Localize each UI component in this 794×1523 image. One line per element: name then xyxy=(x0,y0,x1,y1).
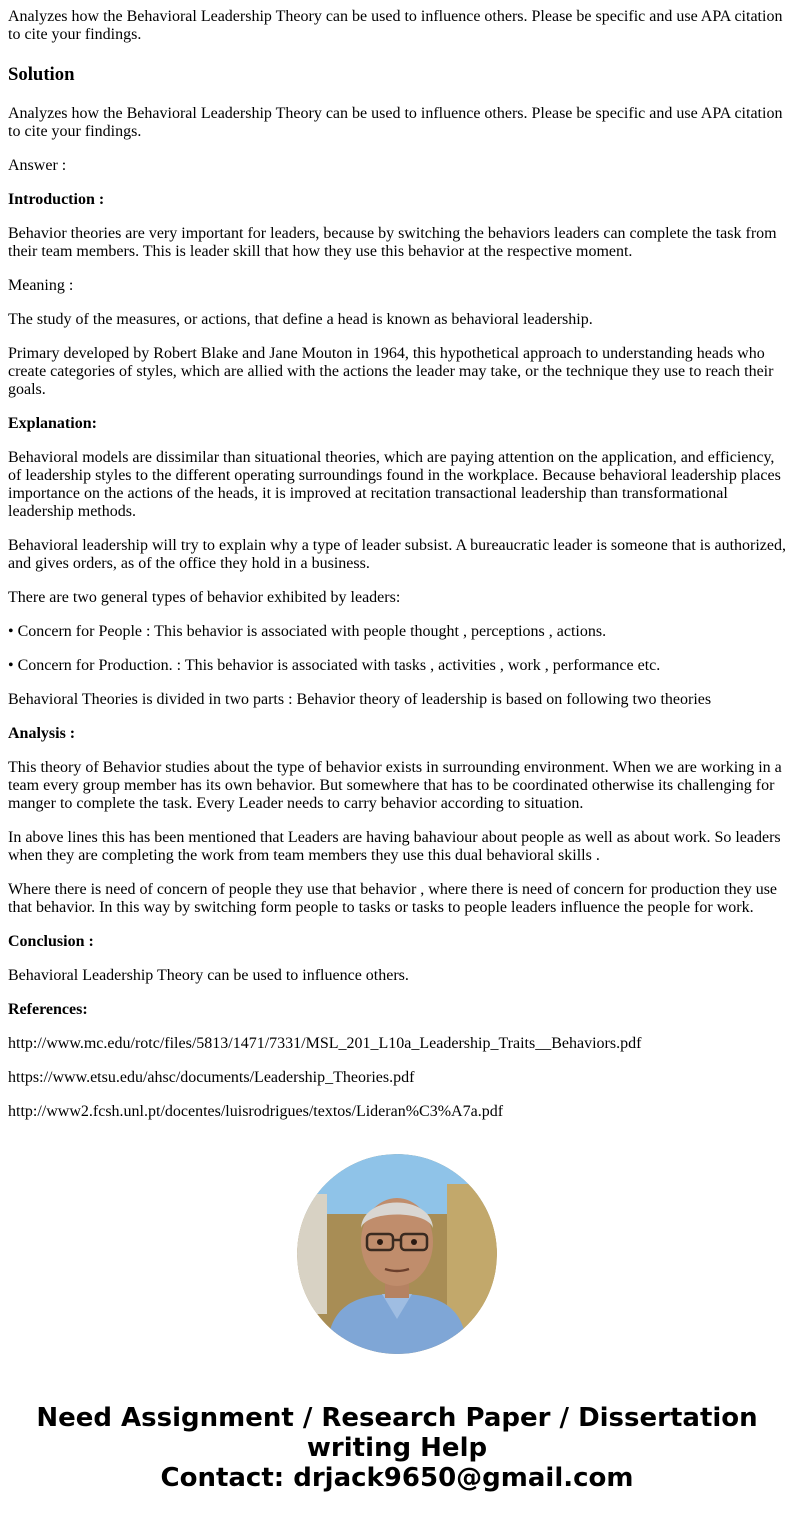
introduction-heading: Introduction : xyxy=(8,191,105,208)
explanation-text-3: There are two general types of behavior exhibited by leaders: xyxy=(8,589,401,606)
conclusion-heading: Conclusion : xyxy=(8,933,94,950)
bullet-concern-production: • Concern for Production. : This behavior is associated with tasks , activities , work , performance etc. xyxy=(8,657,661,674)
analysis-text-1: This theory of Behavior studies about the type of behavior exists in surrounding environment. When we are working in a team every group member has its own behavior. But somewhere that has to be coordinated otherwise its challenging for manger to complete the task. Every Leader needs to carry behavior according to situation. xyxy=(8,759,782,812)
explanation-text-4: Behavioral Theories is divided in two parts : Behavior theory of leadership is based on following two theories xyxy=(8,691,712,708)
conclusion-text: Behavioral Leadership Theory can be used to influence others. xyxy=(8,967,409,984)
explanation-text-1: Behavioral models are dissimilar than situational theories, which are paying attention on the application, and efficiency, of leadership styles to the different operating surroundings found in the workplace. Because behavioral leadership places importance on the actions of the heads, it is improved at recitation transactional leadership than transformational leadership methods. xyxy=(8,449,781,520)
explanation-heading: Explanation: xyxy=(8,415,97,432)
promo-line-1: Need Assignment / Research Paper / Dissertation xyxy=(36,1403,758,1433)
reference-link: http://www2.fcsh.unl.pt/docentes/luisrodrigues/textos/Lideran%C3%A7a.pdf xyxy=(8,1103,504,1120)
introduction-text: Behavior theories are very important for leaders, because by switching the behaviors leaders can complete the task from their team members. This is leader skill that how they use this behavior at the respective moment. xyxy=(8,225,777,260)
answer-label: Answer : xyxy=(8,157,67,174)
meaning-text-2: Primary developed by Robert Blake and Jane Mouton in 1964, this hypothetical approach to understanding heads who create categories of styles, which are allied with the actions the leader may take, or the technique they use to reach their goals. xyxy=(8,345,774,398)
solution-heading: Solution xyxy=(8,64,75,85)
question-text: Analyzes how the Behavioral Leadership Theory can be used to influence others. Please be specific and use APA citation to cite your findings. xyxy=(8,8,783,43)
analysis-text-3: Where there is need of concern of people they use that behavior , where there is need of concern for production they use that behavior. In this way by switching form people to tasks or tasks to people leaders influence the people for work. xyxy=(8,881,778,916)
promo-contact: Contact: drjack9650@gmail.com xyxy=(160,1463,634,1493)
question-repeat-text: Analyzes how the Behavioral Leadership Theory can be used to influence others. Please be specific and use APA citation to cite your findings. xyxy=(8,105,783,140)
avatar xyxy=(297,1154,497,1354)
analysis-text-2: In above lines this has been mentioned that Leaders are having bahaviour about people as well as about work. So leaders when they are completing the work from team members they use this dual behavioral skills . xyxy=(8,829,781,864)
avatar-portrait-icon xyxy=(297,1154,497,1354)
reference-link: http://www.mc.edu/rotc/files/5813/1471/7331/MSL_201_L10a_Leadership_Traits__Behaviors.pdf xyxy=(8,1035,642,1052)
avatar-container xyxy=(0,1154,794,1354)
references-heading: References: xyxy=(8,1001,88,1018)
explanation-text-2: Behavioral leadership will try to explain why a type of leader subsist. A bureaucratic leader is someone that is authorized, and gives orders, as of the office they hold in a business. xyxy=(8,537,786,572)
promo-line-2: writing Help xyxy=(306,1433,488,1463)
meaning-label: Meaning : xyxy=(8,277,74,294)
bullet-concern-people: • Concern for People : This behavior is associated with people thought , perceptions , actions. xyxy=(8,623,607,640)
promo-banner xyxy=(0,1403,794,1493)
reference-link: https://www.etsu.edu/ahsc/documents/Leadership_Theories.pdf xyxy=(8,1069,415,1086)
meaning-text: The study of the measures, or actions, that define a head is known as behavioral leadership. xyxy=(8,311,593,328)
analysis-heading: Analysis : xyxy=(8,725,76,742)
